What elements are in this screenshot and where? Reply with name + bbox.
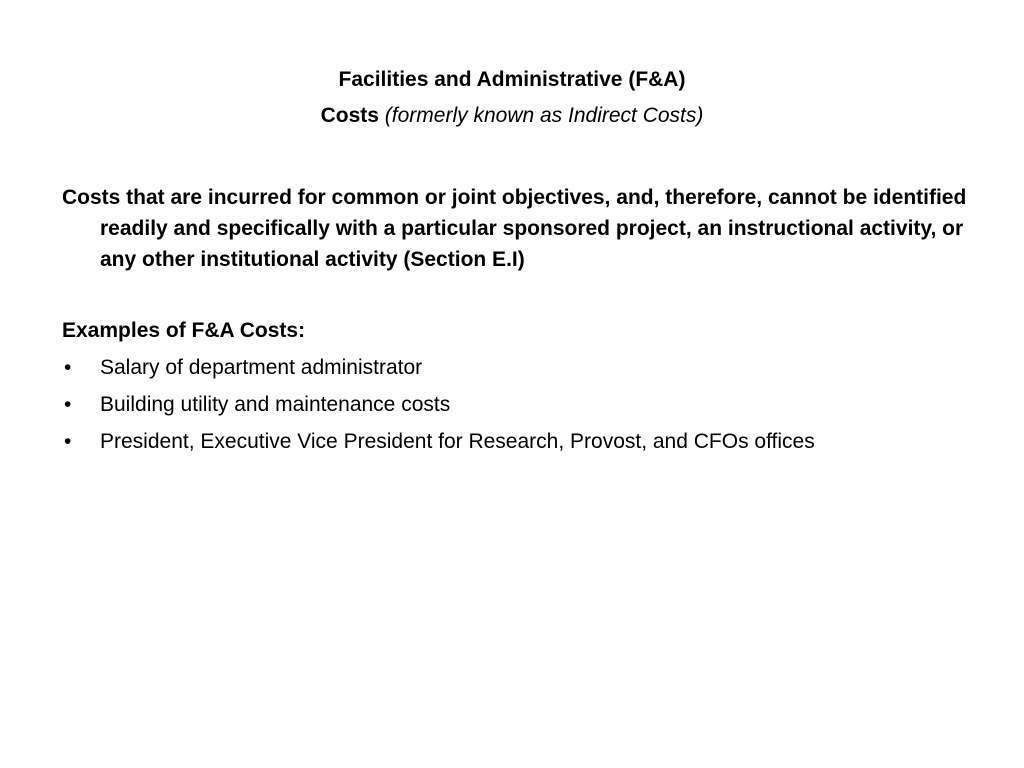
list-item: [62, 389, 982, 420]
bullet-icon: •: [64, 430, 72, 453]
list-item-text: President, Executive Vice President for Research, Provost, and CFOs offices: [100, 430, 815, 453]
list-item-text: Salary of department administrator: [100, 356, 423, 379]
list-item-text: Building utility and maintenance costs: [100, 393, 451, 416]
bullet-icon: •: [64, 393, 72, 416]
title-costs: Costs: [320, 104, 379, 127]
list-item: [62, 352, 982, 383]
title-line-1: Facilities and Administrative (F&A): [338, 68, 686, 91]
definition-paragraph: Costs that are incurred for common or joint objectives, and, therefore, cannot be identified readily and specifically with a particular sponsored project, an instructional activity, or any other institutional activity (Section E.I): [62, 186, 967, 271]
examples-list: [62, 352, 982, 457]
slide-body: [62, 182, 982, 463]
examples-heading: [62, 315, 982, 346]
examples-heading-text: Examples of F&A Costs:: [62, 319, 306, 342]
title-line-2: [0, 98, 1024, 134]
bullet-icon: •: [64, 356, 72, 379]
slide-title: [0, 62, 1024, 134]
title-subtitle: (formerly known as Indirect Costs): [384, 104, 704, 127]
list-item: [62, 426, 982, 457]
